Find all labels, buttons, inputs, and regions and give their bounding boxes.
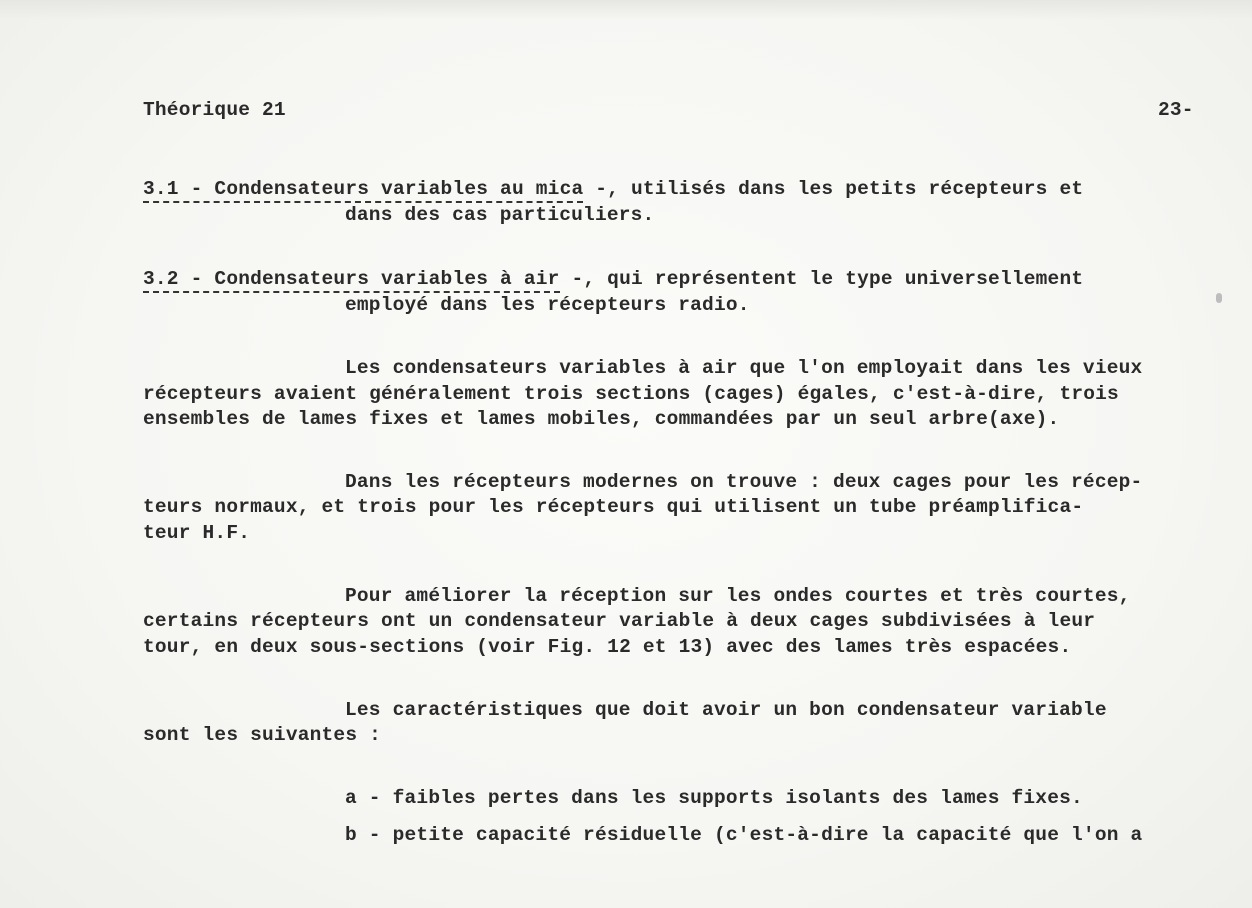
scan-speck [1216,293,1222,303]
list-item-b: b - petite capacité résiduelle (c'est-à-dire la capacité que l'on a [345,824,1143,846]
paragraph-2-line-1: Dans les récepteurs modernes on trouve : deux cages pour les récep- [345,471,1143,493]
section-3-1-rest: -, utilisés dans les petits récepteurs et [583,178,1084,200]
paragraph-4-line-1: Les caractéristiques que doit avoir un bon condensateur variable [345,699,1107,721]
section-3-1-line-1 [143,176,1083,202]
paragraph-1-line-1: Les condensateurs variables à air que l'on employait dans les vieux [345,357,1143,379]
section-3-1-line-2: dans des cas particuliers. [345,204,655,226]
paragraph-3-line-1: Pour améliorer la réception sur les ondes courtes et très courtes, [345,585,1131,607]
paragraph-3-line-3: tour, en deux sous-sections (voir Fig. 12 et 13) avec des lames très espacées. [143,636,1072,658]
scan-edge-shadow [0,0,1252,20]
paragraph-2-line-2: teurs normaux, et trois pour les récepteurs qui utilisent un tube préamplifica- [143,496,1084,518]
paragraph-2-line-3: teur H.F. [143,522,251,544]
paragraph-1-line-2: récepteurs avaient généralement trois sections (cages) égales, c'est-à-dire, trois [143,383,1119,405]
section-3-2-rest: -, qui représentent le type universellement [559,268,1084,290]
section-3-2-line-2: employé dans les récepteurs radio. [345,294,750,316]
paragraph-3-line-2: certains récepteurs ont un condensateur variable à deux cages subdivisées à leur [143,610,1096,632]
paragraph-1-line-3: ensembles de lames fixes et lames mobiles, commandées par un seul arbre(axe). [143,408,1060,430]
paragraph-4-line-2: sont les suivantes : [143,724,382,746]
section-3-2-title: 3.2 - Condensateurs variables à air [143,268,560,293]
header-left: Théorique 21 [143,99,286,121]
list-item-a: a - faibles pertes dans les supports isolants des lames fixes. [345,787,1083,809]
section-3-1-title: 3.1 - Condensateurs variables au mica [143,178,583,203]
section-3-2-line-1 [143,266,1083,292]
page-number: 23- [1158,99,1194,121]
